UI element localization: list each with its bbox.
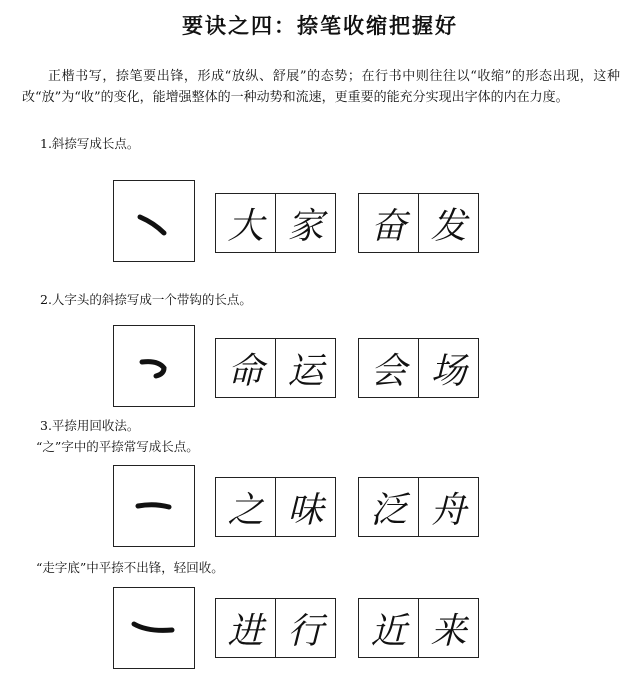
hooked-dot-stroke-icon xyxy=(114,326,194,406)
example-pair xyxy=(358,193,479,253)
stroke-example-box xyxy=(113,180,195,262)
example-pair xyxy=(215,338,336,398)
intro-paragraph: 正楷书写，捺笔要出锋，形成“放纵、舒展”的态势；在行书中则往往以“收缩”的形态出现，这种改“放”为“收”的变化，能增强整体的一种动势和流速，更重要的能充分实现出字体的内在力度。 xyxy=(22,69,620,105)
example-char: 之 xyxy=(227,489,264,531)
example-pair xyxy=(215,477,336,537)
flat-return-stroke-icon xyxy=(114,588,194,668)
section-3-heading: 3.平捺用回收法。 xyxy=(40,418,140,433)
flat-dot-stroke-icon xyxy=(114,466,194,546)
example-char: 近 xyxy=(370,610,407,652)
example-char: 行 xyxy=(275,599,335,657)
example-pair xyxy=(358,338,479,398)
example-char: 命 xyxy=(227,350,264,392)
example-pair xyxy=(215,193,336,253)
example-char: 大 xyxy=(227,205,264,247)
section-1-heading: 1.斜捺写成长点。 xyxy=(40,136,140,151)
example-char: 进 xyxy=(227,610,264,652)
long-dot-stroke-icon xyxy=(114,181,194,261)
example-char: 来 xyxy=(418,599,478,657)
section-2-heading: 2.人字头的斜捺写成一个带钩的长点。 xyxy=(40,292,252,307)
example-char: 场 xyxy=(418,339,478,397)
stroke-example-box xyxy=(113,465,195,547)
example-char: 味 xyxy=(275,478,335,536)
stroke-example-box xyxy=(113,325,195,407)
example-char: 舟 xyxy=(418,478,478,536)
section-3-subheading: “之”字中的平捺常写成长点。 xyxy=(36,439,199,454)
example-pair xyxy=(358,598,479,658)
example-char: 奋 xyxy=(370,205,407,247)
example-pair xyxy=(358,477,479,537)
example-char: 会 xyxy=(370,350,407,392)
example-char: 泛 xyxy=(370,489,407,531)
page-title: 要诀之四：捺笔收缩把握好 xyxy=(182,14,458,38)
example-pair xyxy=(215,598,336,658)
stroke-example-box xyxy=(113,587,195,669)
section-4-heading: “走字底”中平捺不出锋，轻回收。 xyxy=(36,560,224,575)
example-char: 运 xyxy=(275,339,335,397)
example-char: 家 xyxy=(275,194,335,252)
example-char: 发 xyxy=(418,194,478,252)
